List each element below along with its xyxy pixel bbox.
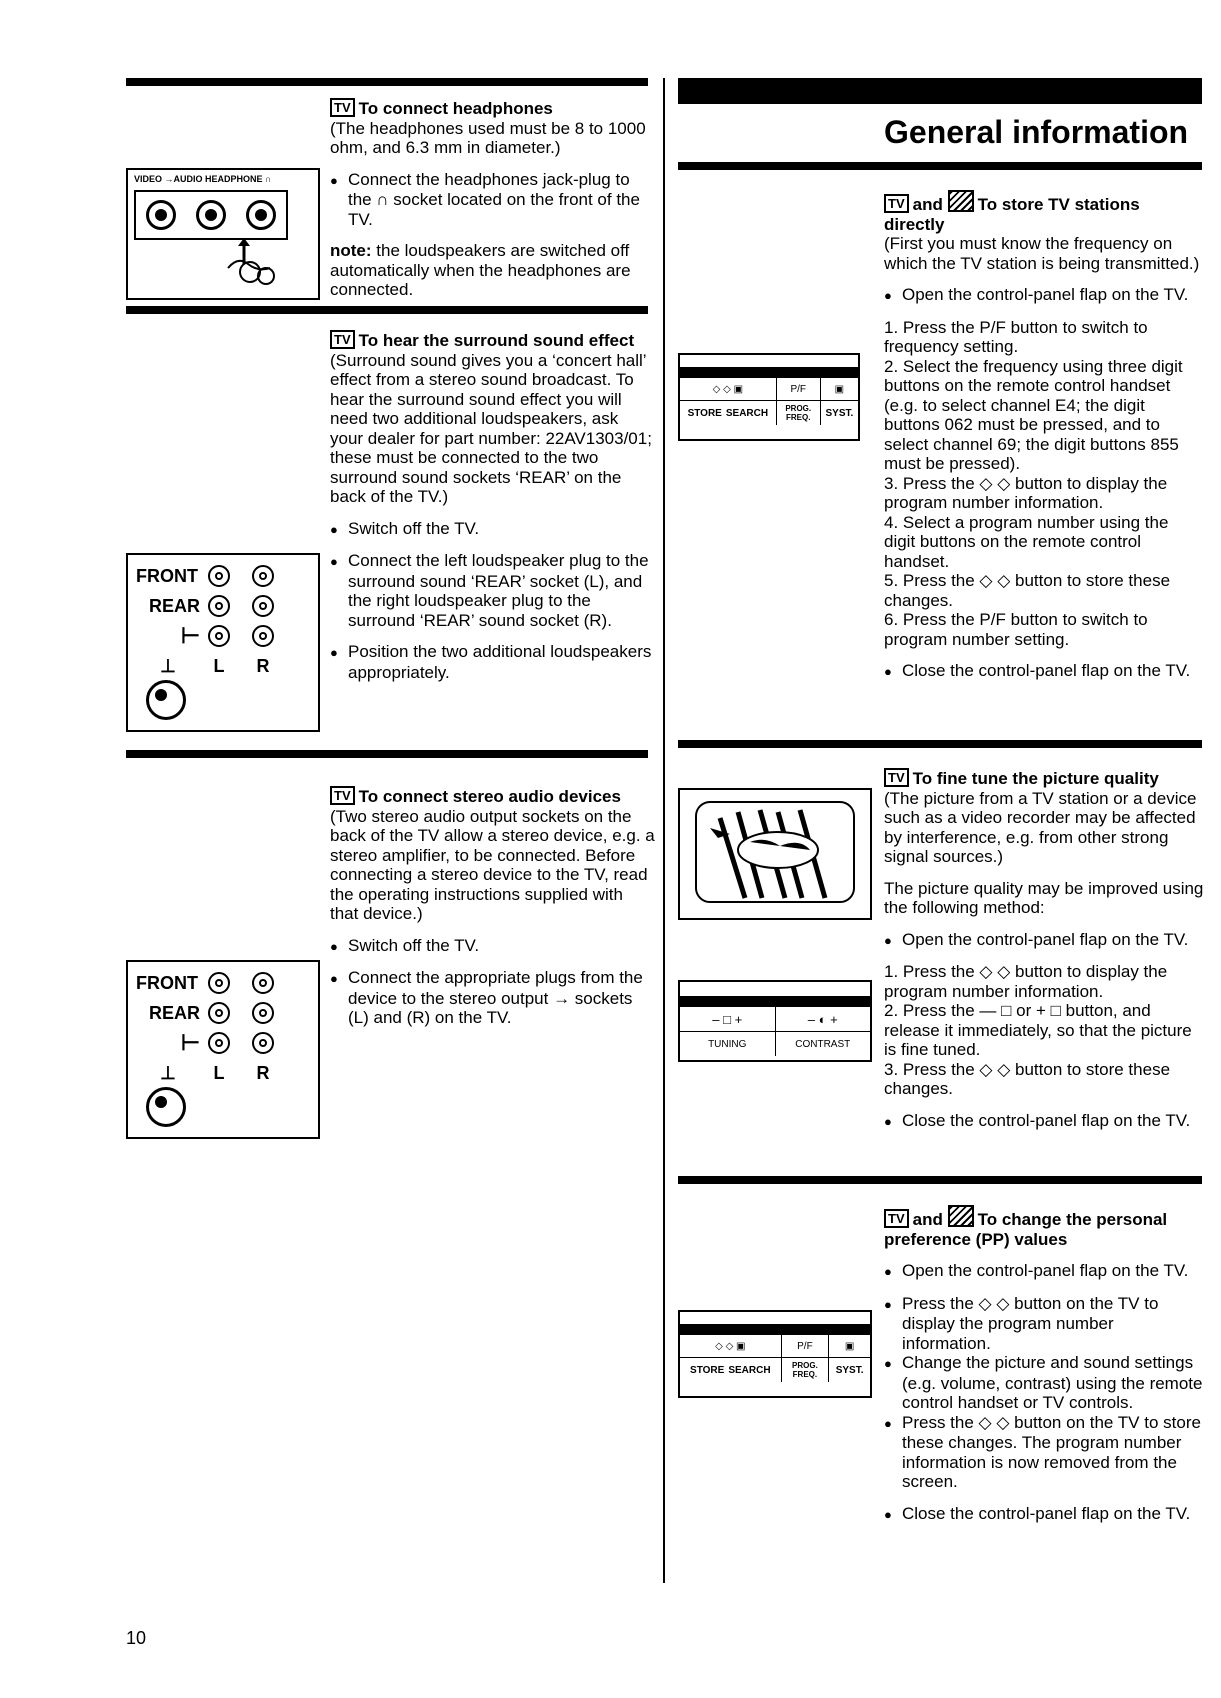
- surround-bullet-1: ● Switch off the TV.: [330, 519, 655, 540]
- store-search-buttons-icon: ◇ ◇ ▣: [680, 378, 777, 400]
- store-label: STORE: [690, 1364, 725, 1376]
- stereo-heading: TV To connect stereo audio devices: [330, 786, 655, 807]
- title-bar: [678, 78, 1202, 104]
- pp-bullet-2: ● Change the picture and sound settings (e.g. volume, contrast) using the remote control handset or TV controls.: [884, 1353, 1204, 1413]
- pp-heading: TV and To change the personal preference (PP) values: [884, 1205, 1204, 1249]
- rear-left-socket-icon: [208, 1002, 230, 1024]
- pp-section: [884, 1205, 1204, 1536]
- tv-icon: TV: [330, 786, 355, 805]
- search-label: SEARCH: [728, 1364, 771, 1376]
- rule-right-2: [678, 740, 1202, 748]
- store-intro: (First you must know the frequency on which the TV station is being transmitted.): [884, 234, 1200, 273]
- headphones-bullet: ● Connect the headphones jack-plug to the ∩ socket located on the front of the TV.: [330, 170, 648, 230]
- control-panel-tuning-illustration: [678, 980, 872, 1062]
- headphones-heading: TV To connect headphones: [330, 98, 648, 119]
- headphones-note: note: the loudspeakers are switched off automatically when the headphones are connected.: [330, 241, 631, 299]
- store-section: [884, 190, 1204, 694]
- headphones-section: [330, 98, 648, 312]
- rear-left-socket-icon: [208, 595, 230, 617]
- front-right-socket-icon: [252, 972, 274, 994]
- system-button-icon: ▣: [834, 383, 845, 395]
- rule-right-1: [678, 162, 1202, 170]
- rule-left-3: [126, 750, 648, 758]
- out-left-socket-icon: [208, 1032, 230, 1054]
- store-step-2: 2. Select the frequency using three digit buttons on the remote control handset (e.g. to select channel E4; the digit buttons 062 must be pressed, and to select channel 69; the digit buttons 855 must be pressed).: [884, 356, 1183, 473]
- store-search-buttons-icon: ◇ ◇ ▣: [680, 1335, 782, 1357]
- contrast-label: CONTRAST: [795, 1038, 851, 1050]
- front-label: FRONT: [136, 566, 198, 586]
- control-panel-icon: [948, 190, 974, 212]
- out-right-socket-icon: [252, 625, 274, 647]
- rear-label: REAR: [148, 596, 200, 616]
- surround-heading: TV To hear the surround sound effect: [330, 330, 655, 351]
- tv-icon: TV: [330, 330, 355, 349]
- tv-icon: TV: [884, 768, 909, 787]
- pp-bullet-3: ● Press the ◇ ◇ button on the TV to store these changes. The program number information is now removed from the screen.: [884, 1413, 1204, 1492]
- tv-picture-illustration: [678, 788, 872, 920]
- antenna-socket-icon: [146, 1087, 186, 1127]
- finetune-step-2: 2. Press the — □ or + □ button, and release it immediately, so that the picture is fine tuned.: [884, 1001, 1192, 1059]
- headphones-intro: (The headphones used must be 8 to 1000 ohm, and 6.3 mm in diameter.): [330, 118, 646, 157]
- surround-bullet-2: ● Connect the left loudspeaker plug to the surround sound ‘REAR’ socket (L), and the right loudspeaker plug to the surround ‘REAR’ sound socket (R).: [330, 551, 655, 630]
- right-channel-label: R: [256, 1063, 270, 1083]
- control-panel-icon: [948, 1205, 974, 1227]
- tv-icon: TV: [330, 98, 355, 117]
- control-panel-pp-illustration: [678, 1310, 872, 1398]
- search-label: SEARCH: [725, 407, 769, 419]
- left-channel-label: L: [213, 656, 225, 676]
- finetune-close: ● Close the control-panel flap on the TV.: [884, 1111, 1204, 1132]
- syst-label: SYST.: [835, 1364, 864, 1376]
- left-channel-label: L: [213, 1063, 225, 1083]
- control-panel-store-illustration: [678, 353, 860, 441]
- finetune-step-3: 3. Press the ◇ ◇ button to store these changes.: [884, 1059, 1171, 1098]
- stereo-bullet-1: ● Switch off the TV.: [330, 936, 655, 957]
- rear-label: REAR: [148, 1003, 200, 1023]
- right-channel-label: R: [256, 656, 270, 676]
- stereo-intro: (Two stereo audio output sockets on the back of the TV allow a stereo device, e.g. a stereo amplifier, to be connected. Before connecting a stereo device to the TV, read the operating instructions supplied with that device.): [330, 806, 655, 923]
- pp-bullet-1: ● Press the ◇ ◇ button on the TV to display the program number information.: [884, 1294, 1204, 1354]
- pf-label: P/F: [777, 378, 821, 400]
- pp-close: ● Close the control-panel flap on the TV.: [884, 1504, 1204, 1525]
- contrast-buttons-icon: – ◐ +: [807, 1011, 838, 1027]
- front-left-socket-icon: [208, 972, 230, 994]
- store-heading: TV and To store TV stations directly: [884, 190, 1204, 234]
- freq-label: FREQ.: [792, 1370, 818, 1379]
- pf-label: P/F: [782, 1335, 830, 1357]
- syst-label: SYST.: [825, 407, 854, 419]
- rear-right-socket-icon: [252, 1002, 274, 1024]
- finetune-intro2: The picture quality may be improved using the following method:: [884, 878, 1204, 917]
- page-title: General information: [884, 114, 1189, 150]
- out-right-socket-icon: [252, 1032, 274, 1054]
- store-step-4: 4. Select a program number using the digit buttons on the remote control handset.: [884, 512, 1169, 571]
- tv-icon: TV: [884, 1209, 909, 1228]
- audio-out-icon: ⊢: [180, 1030, 200, 1055]
- stereo-bullet-2: ● Connect the appropriate plugs from the device to the stereo output → sockets (L) and (R) on the TV.: [330, 968, 655, 1028]
- finetune-intro: (The picture from a TV station or a device such as a video recorder may be affected by interference, e.g. from other strong signal sources.): [884, 788, 1197, 866]
- tv-icon: TV: [884, 194, 909, 213]
- finetune-section: [884, 768, 1204, 1143]
- store-close: ● Close the control-panel flap on the TV.: [884, 661, 1204, 682]
- surround-section: [330, 330, 655, 694]
- stereo-section: [330, 786, 655, 1040]
- prog-label: PROG.: [785, 404, 812, 413]
- system-button-icon: ▣: [844, 1340, 855, 1352]
- freq-label: FREQ.: [786, 413, 811, 422]
- finetune-step-1: 1. Press the ◇ ◇ button to display the program number information.: [884, 962, 1168, 1001]
- video-socket-icon: [146, 200, 176, 230]
- tuning-label: TUNING: [680, 1032, 776, 1056]
- headphone-panel-illustration: [126, 168, 320, 300]
- cow-picture-icon: [690, 798, 860, 906]
- rule-right-3: [678, 1176, 1202, 1184]
- front-label: FRONT: [136, 973, 198, 993]
- rule-left-1: [126, 78, 648, 86]
- rear-right-socket-icon: [252, 595, 274, 617]
- store-step-6: 6. Press the P/F button to switch to program number setting.: [884, 610, 1148, 649]
- antenna-socket-icon: [146, 680, 186, 720]
- store-label: STORE: [687, 407, 722, 419]
- column-divider: [663, 78, 665, 1583]
- front-left-socket-icon: [208, 565, 230, 587]
- speaker-symbol-icon: ⊥: [160, 1063, 176, 1083]
- front-right-socket-icon: [252, 565, 274, 587]
- stereo-panel-illustration: [126, 960, 320, 1139]
- prog-label: PROG.: [792, 1361, 818, 1370]
- headphone-socket-icon: [246, 200, 276, 230]
- surround-intro: (Surround sound gives you a ‘concert hall’ effect from a stereo sound broadcast. To hear the surround sound effect you will need two additional loudspeakers, ask your dealer for part number: 22AV1303/01; these must be connected to the two surround sound sockets ‘REAR’ on the back of the TV.): [330, 350, 652, 506]
- page-number: 10: [126, 1628, 147, 1648]
- audio-out-icon: ⊢: [180, 623, 200, 648]
- store-step-5: 5. Press the ◇ ◇ button to store these changes.: [884, 571, 1171, 610]
- finetune-open: ● Open the control-panel flap on the TV.: [884, 930, 1204, 951]
- headphone-panel-label: VIDEO →AUDIO HEADPHONE ∩: [134, 174, 272, 184]
- store-step-3: 3. Press the ◇ ◇ button to display the program number information.: [884, 473, 1168, 512]
- out-left-socket-icon: [208, 625, 230, 647]
- store-step-1: 1. Press the P/F button to switch to frequency setting.: [884, 317, 1148, 356]
- pp-open: ● Open the control-panel flap on the TV.: [884, 1261, 1204, 1282]
- tuning-buttons-icon: – □ +: [680, 1007, 776, 1031]
- store-open: ● Open the control-panel flap on the TV.: [884, 285, 1204, 306]
- audio-socket-icon: [196, 200, 226, 230]
- surround-panel-illustration: [126, 553, 320, 732]
- headphone-plug-icon: [218, 238, 298, 294]
- finetune-heading: TV To fine tune the picture quality: [884, 768, 1204, 789]
- surround-bullet-3: ● Position the two additional loudspeakers appropriately.: [330, 642, 655, 682]
- speaker-symbol-icon: ⊥: [160, 656, 176, 676]
